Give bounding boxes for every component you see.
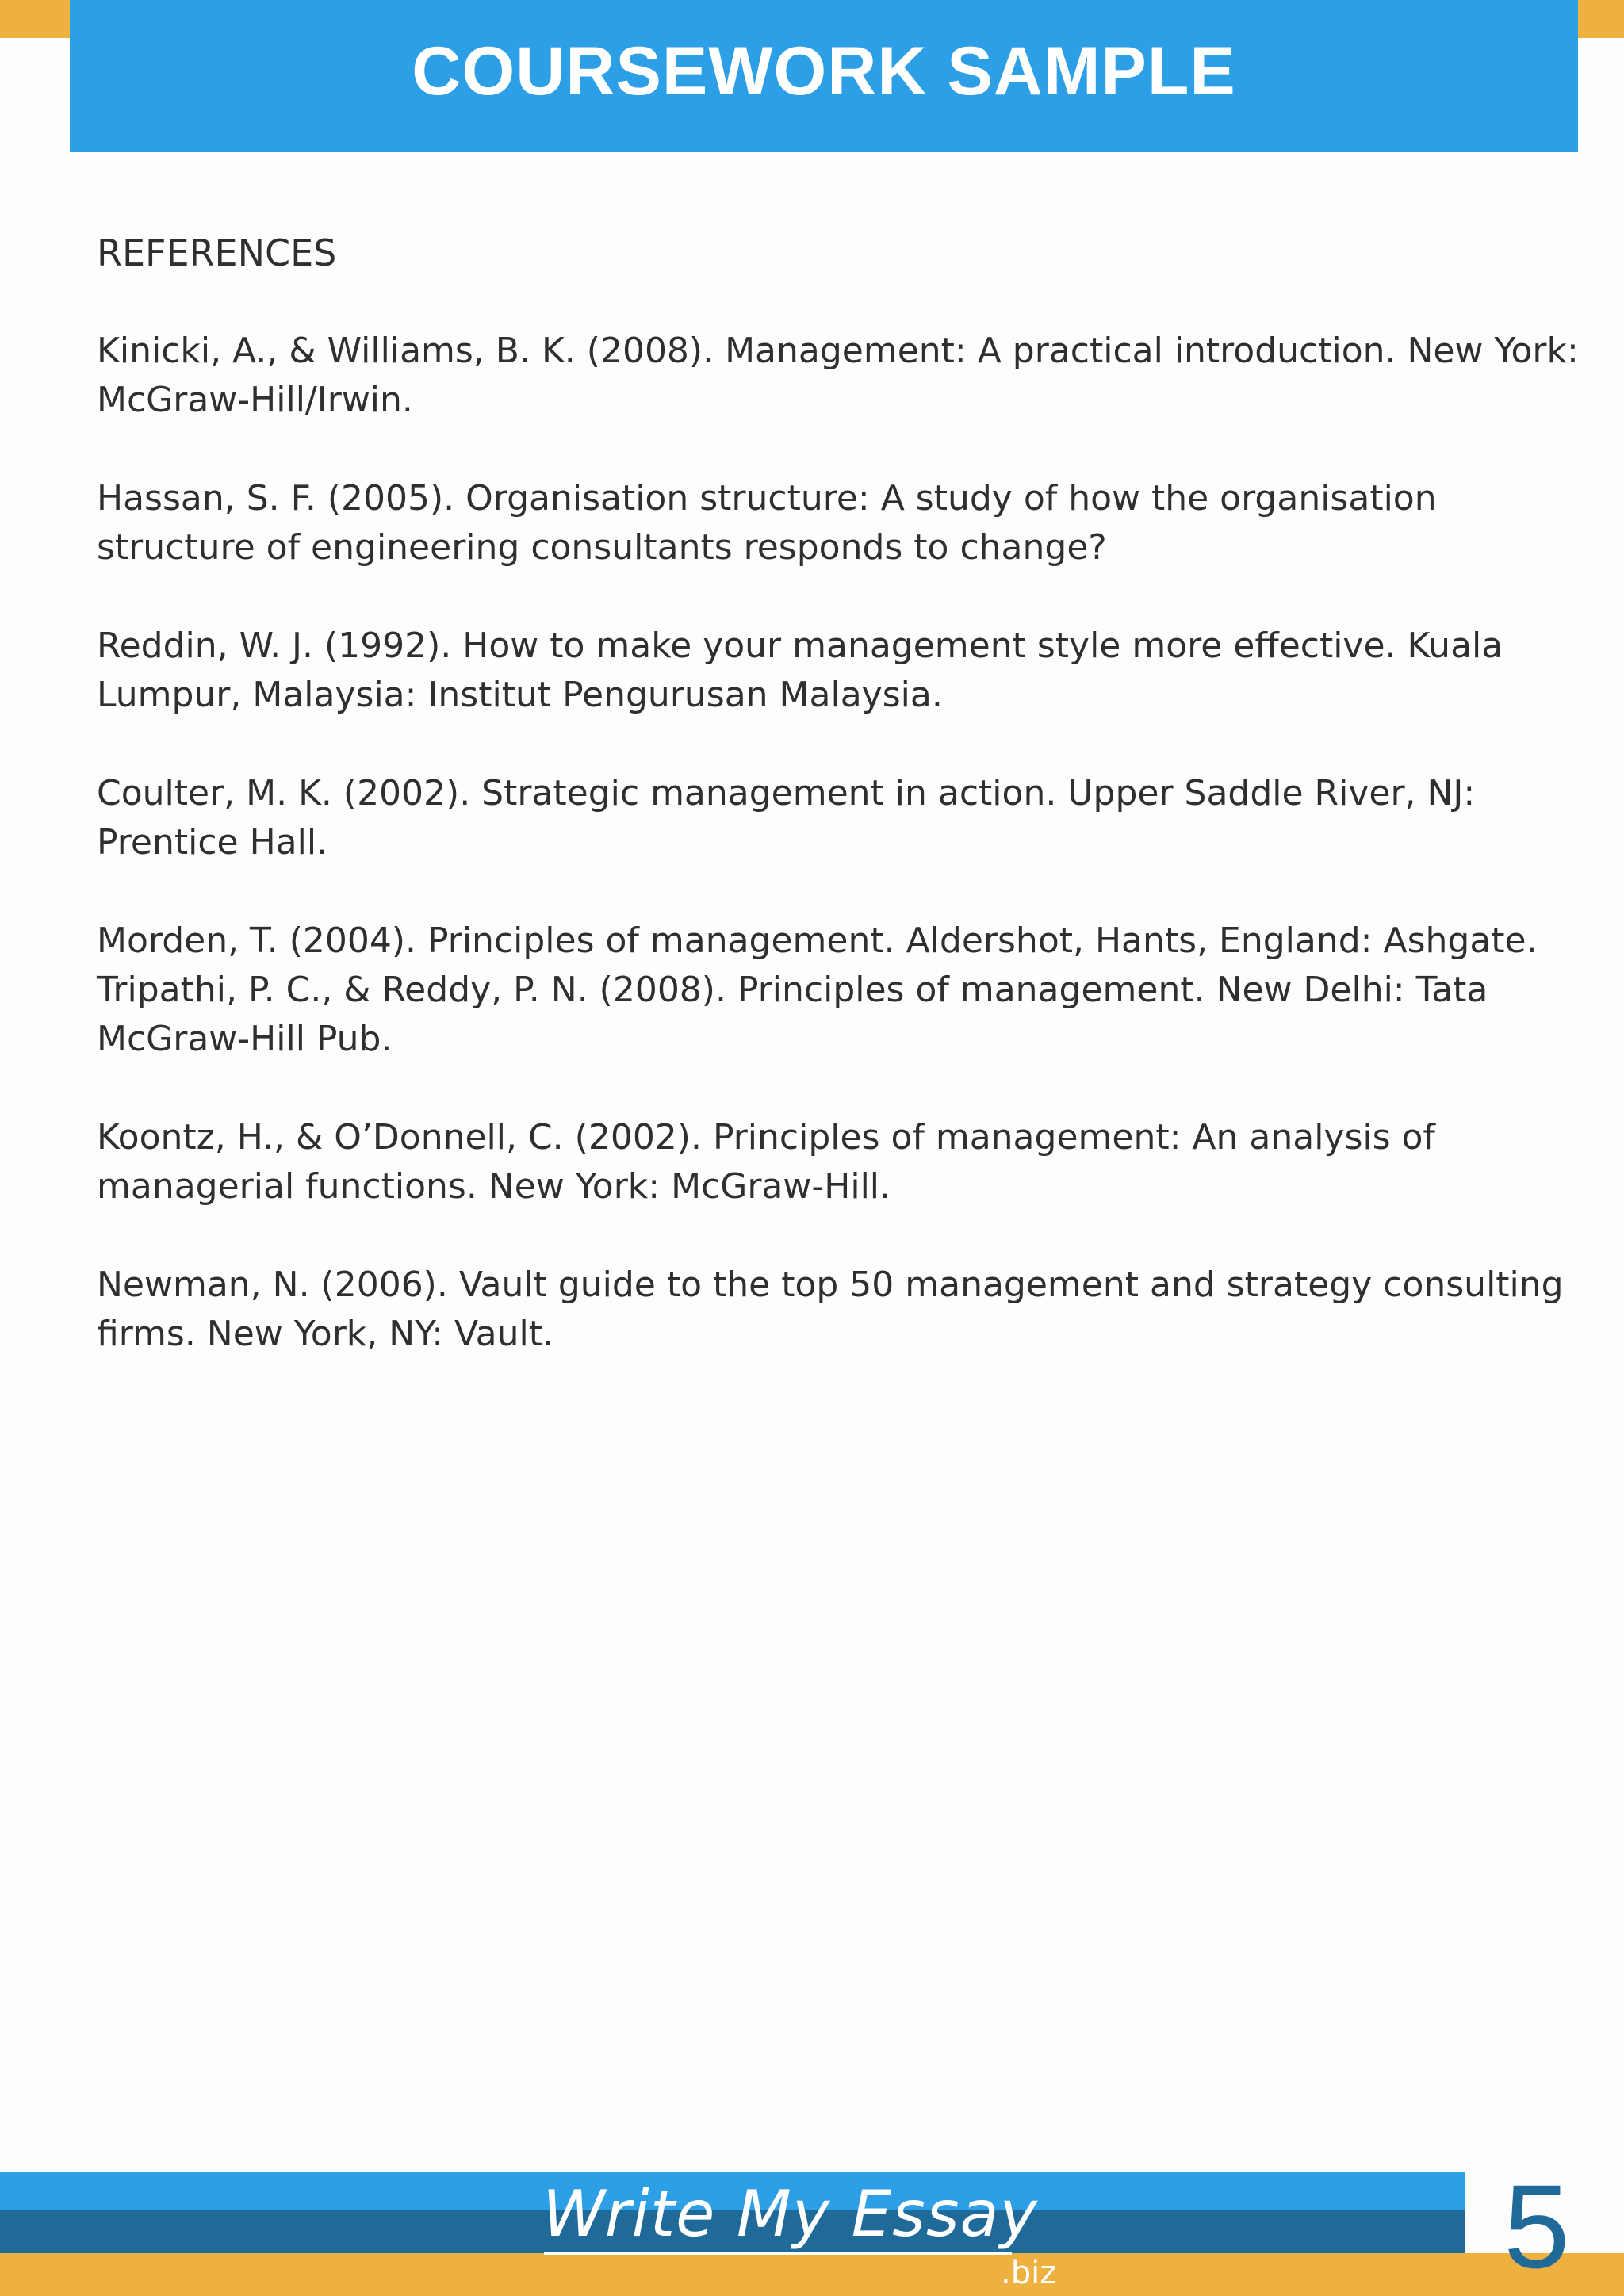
reference-entry [97,622,1524,720]
reference-line: Prentice Hall. [97,822,328,863]
references-heading: REFERENCES [97,232,337,274]
reference-line: McGraw-Hill Pub. [97,1019,393,1059]
reference-line: managerial functions. New York: McGraw-Hill. [97,1166,891,1207]
reference-line: Reddin, W. J. (1992). How to make your management style more effective. Kuala [97,626,1503,666]
reference-line: Newman, N. (2006). Vault guide to the top 50 management and strategy consulting [97,1265,1564,1305]
references-section [97,228,1579,1408]
reference-entry [97,474,1524,572]
reference-entry [97,769,1524,867]
reference-entry [97,916,1538,1064]
reference-line: structure of engineering consultants responds to change? [97,527,1107,568]
reference-line: Tripathi, P. C., & Reddy, P. N. (2008). Principles of management. New Delhi: Tata [97,970,1488,1010]
brand-logo [542,2177,1057,2296]
top-right-accent [1578,0,1624,38]
page-title: COURSEWORK SAMPLE [412,33,1236,109]
logo-underline [544,2252,1012,2255]
reference-line: Lumpur, Malaysia: Institut Pengurusan Malaysia. [97,675,943,715]
reference-line: Kinicki, A., & Williams, B. K. (2008). Management: A practical introduction. New York: [97,331,1579,371]
reference-line: Morden, T. (2004). Principles of management. Aldershot, Hants, England: Ashgate. [97,920,1538,961]
logo-domain-suffix: .biz [1001,2255,1057,2291]
logo-text: Write My Essay [542,2177,1038,2251]
reference-line: Hassan, S. F. (2005). Organisation structure: A study of how the organisation [97,478,1437,519]
top-left-accent [0,0,70,38]
reference-line: Coulter, M. K. (2002). Strategic management in action. Upper Saddle River, NJ: [97,773,1476,813]
header-banner [70,0,1578,152]
reference-entry [97,327,1579,425]
page-number: 5 [1503,2160,1570,2293]
reference-entry [97,1261,1564,1359]
reference-line: McGraw-Hill/Irwin. [97,380,413,420]
reference-entry [97,1113,1524,1211]
reference-line: Koontz, H., & O’Donnell, C. (2002). Principles of management: An analysis of [97,1117,1435,1158]
reference-line: firms. New York, NY: Vault. [97,1314,553,1354]
